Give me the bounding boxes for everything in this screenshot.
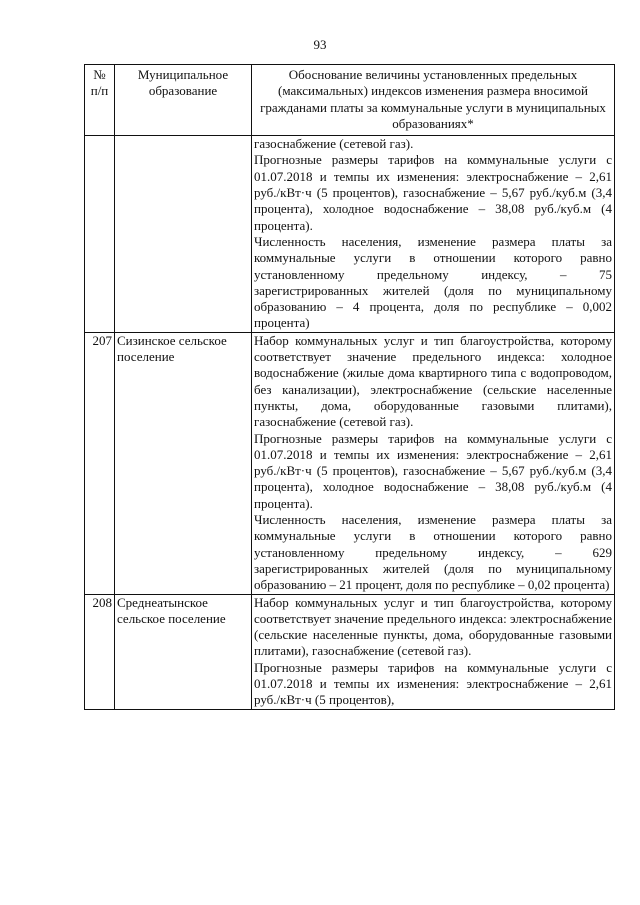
- row-municipality: Сизинское сельское поселение: [115, 332, 252, 594]
- row-municipality: Среднеатынское сельское поселение: [115, 594, 252, 709]
- justification-paragraph: Численность населения, изменение размера платы за коммунальные услуги в отношении которого равно установленному предельному индексу, – 75 зарегистрированных жителей (доля по муниципальному образованию – 4 процента, доля по республике – 0,002 процента): [254, 233, 612, 331]
- tariff-justification-table: [84, 64, 615, 710]
- table-row: [85, 332, 615, 594]
- justification-paragraph: Прогнозные размеры тарифов на коммунальные услуги с 01.07.2018 и темпы их изменения: электроснабжение – 2,61 руб./кВт·ч (5 процентов),: [254, 659, 612, 708]
- header-row: [85, 65, 615, 136]
- justification-paragraph: Набор коммунальных услуг и тип благоустройства, которому соответствует значение предельного индекса: холодное водоснабжение (жилые дома квартирного типа с водопроводом, без канализации), электроснабжение (сельские населенные пункты, дома, оборудованные газовыми плитами), газоснабжение (сетевой газ).: [254, 332, 612, 430]
- justification-paragraph: Численность населения, изменение размера платы за коммунальные услуги в отношении которого равно установленному предельному индексу, – 629 зарегистрированных жителей (доля по муниципальному образованию – 21 процент, доля по республике – 0,02 процента): [254, 512, 612, 593]
- justification-paragraph: Набор коммунальных услуг и тип благоустройства, которому соответствует значение предельного индекса: электроснабжение (сельские населенные пункты, дома, оборудованные газовыми плитами), газоснабжение (сетевой газ).: [254, 594, 612, 659]
- row-justification: [252, 332, 615, 594]
- header-number: № п/п: [85, 65, 115, 136]
- header-municipality: Муниципальное образование: [115, 65, 252, 136]
- justification-paragraph: Прогнозные размеры тарифов на коммунальные услуги с 01.07.2018 и темпы их изменения: электроснабжение – 2,61 руб./кВт·ч (5 процентов), газоснабжение – 5,67 руб./куб.м (3,4 процента), холодное водоснабжение – 38,08 руб./куб.м (4 процента).: [254, 430, 612, 511]
- row-number: 207: [85, 332, 115, 594]
- row-justification: [252, 594, 615, 709]
- header-justification: Обоснование величины установленных предельных (максимальных) индексов изменения размера вносимой гражданами платы за коммунальные услуги в муниципальных образованиях*: [252, 65, 615, 136]
- row-justification: [252, 136, 615, 333]
- row-number: [85, 136, 115, 333]
- justification-paragraph: газоснабжение (сетевой газ).: [254, 136, 414, 152]
- table-row: [85, 594, 615, 709]
- page-number: 93: [313, 37, 327, 52]
- row-number: 208: [85, 594, 115, 709]
- table-row: [85, 136, 615, 333]
- table-header: [85, 65, 615, 136]
- row-municipality: [115, 136, 252, 333]
- justification-paragraph: Прогнозные размеры тарифов на коммунальные услуги с 01.07.2018 и темпы их изменения: электроснабжение – 2,61 руб./кВт·ч (5 процентов), газоснабжение – 5,67 руб./куб.м (3,4 процента), холодное водоснабжение – 38,08 руб./куб.м (4 процента).: [254, 152, 612, 233]
